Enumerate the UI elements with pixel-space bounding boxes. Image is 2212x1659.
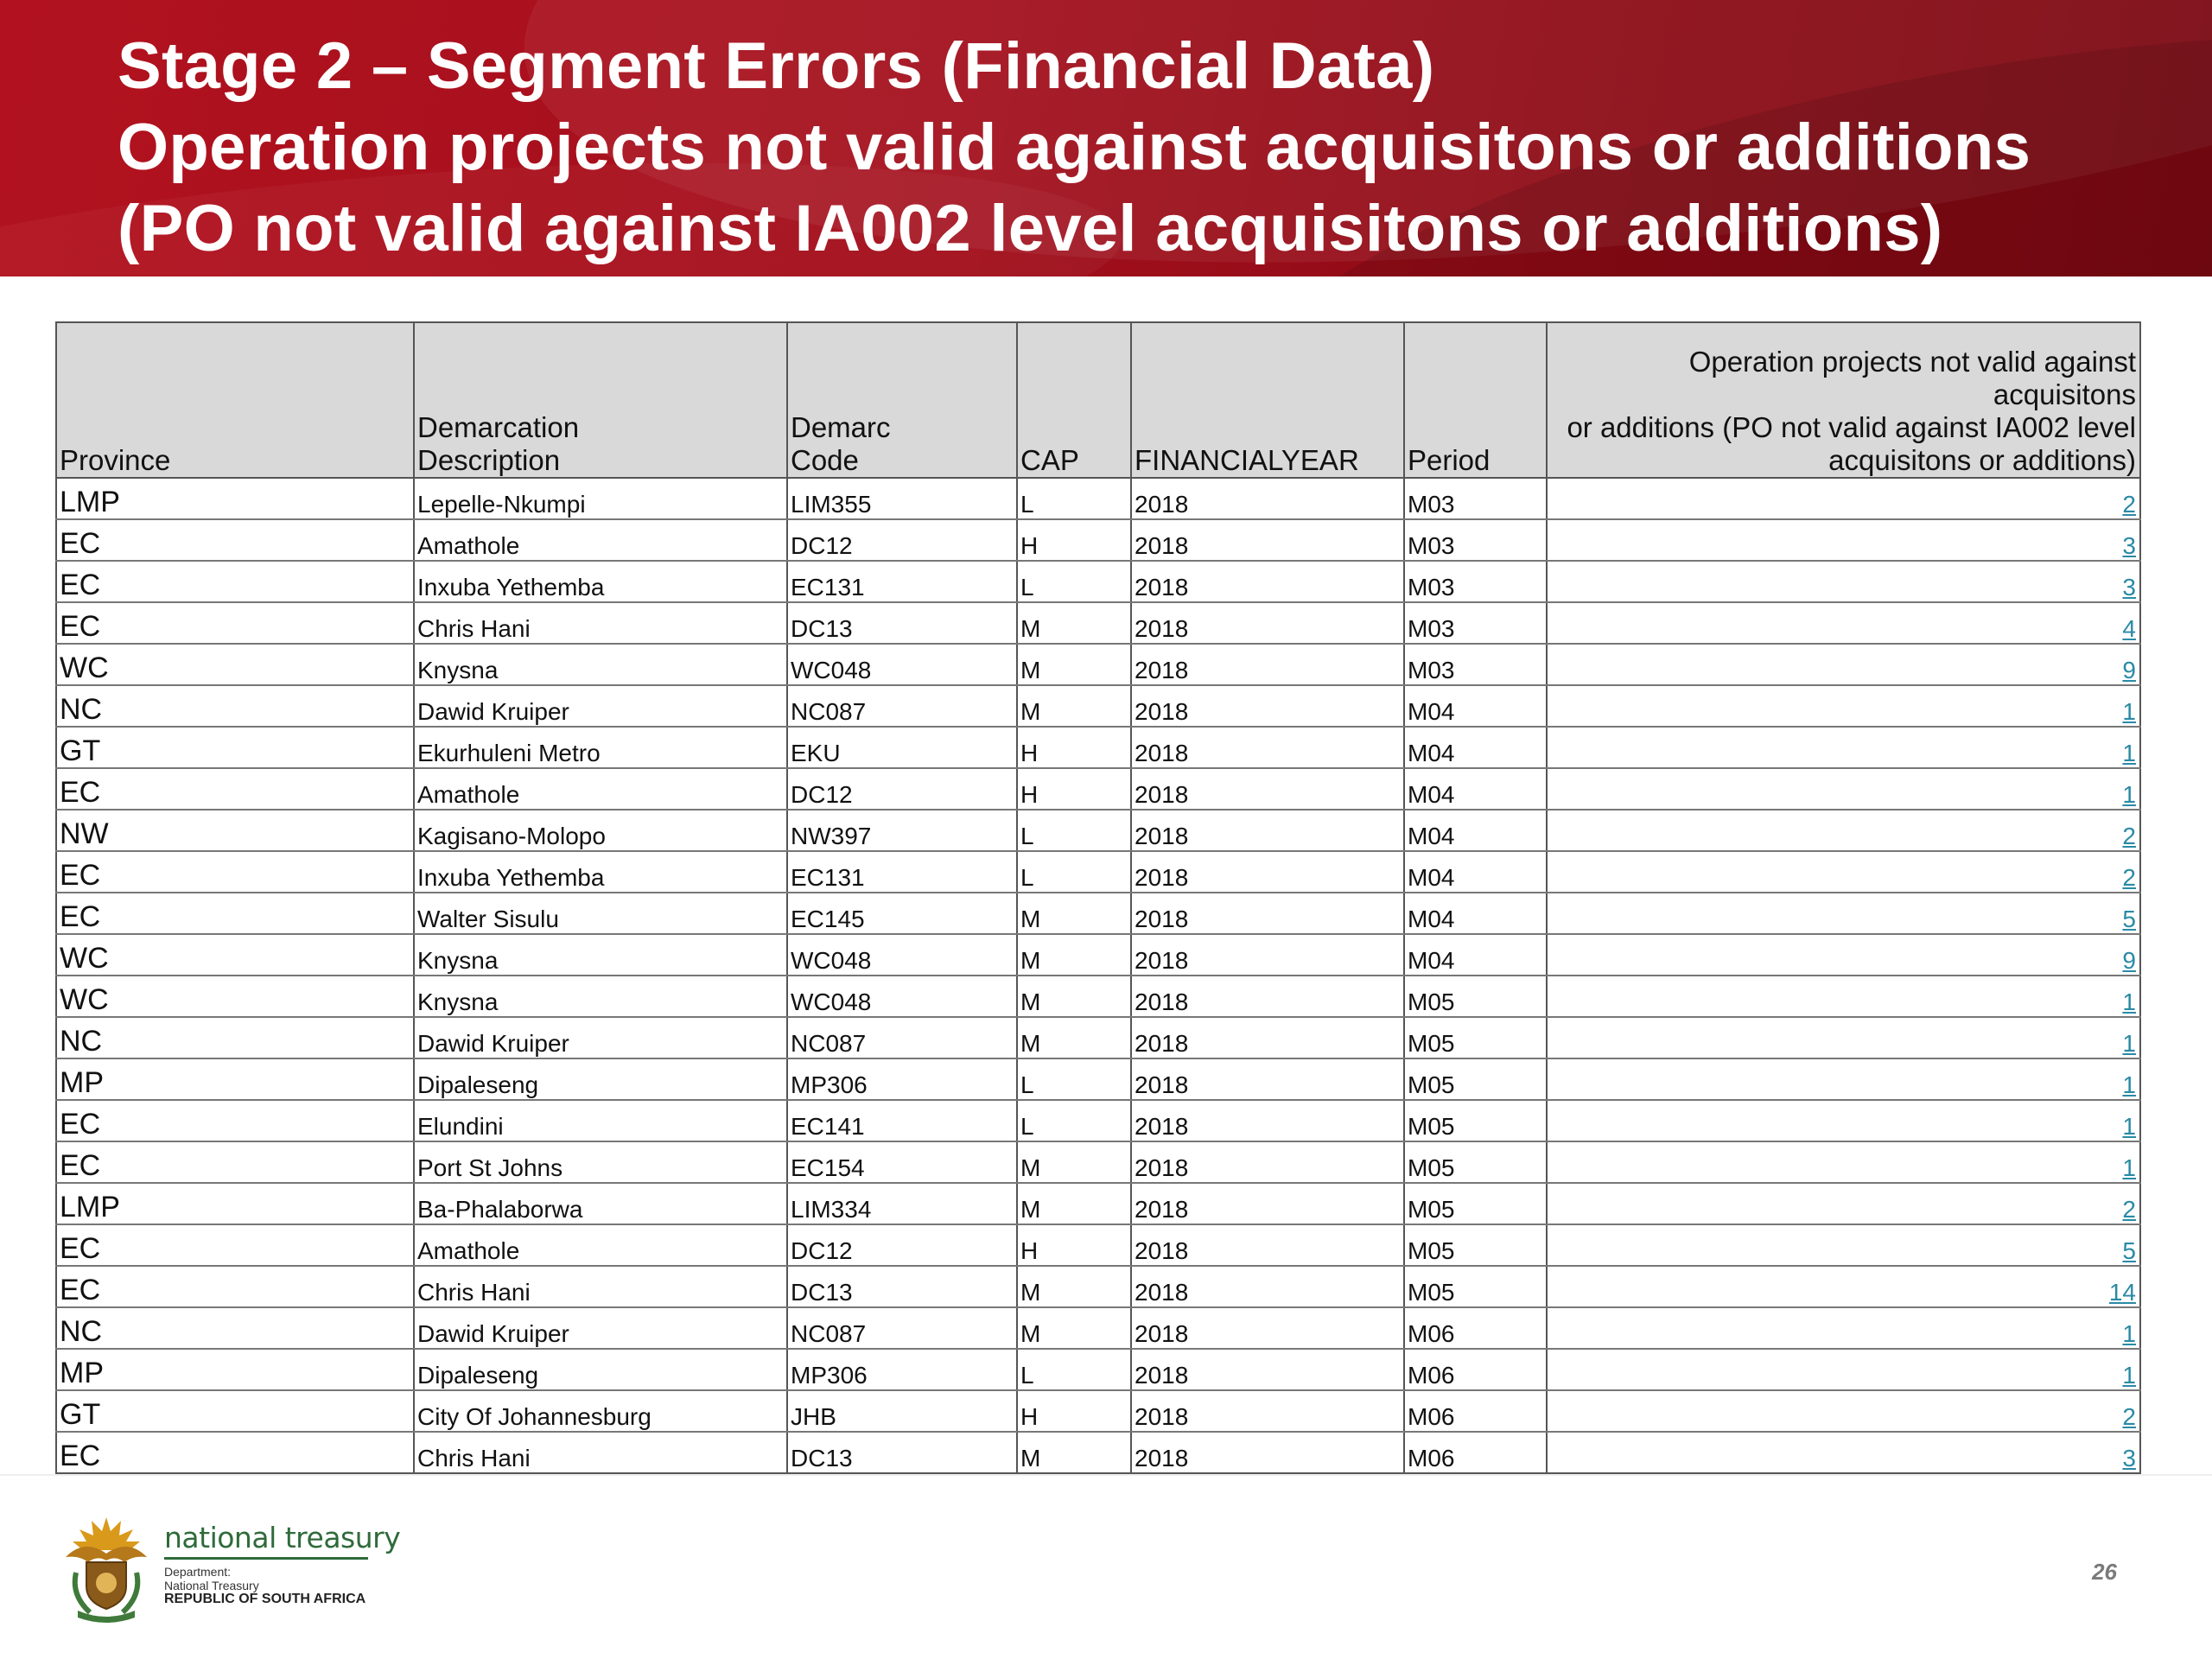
- error-count-link[interactable]: 1: [2122, 1320, 2136, 1347]
- error-count-link[interactable]: 3: [2122, 532, 2136, 559]
- cell-period: M05: [1404, 976, 1547, 1017]
- cell-period: M06: [1404, 1349, 1547, 1390]
- cell-error-count: [1547, 810, 2140, 851]
- column-header-province-label: Province: [60, 444, 171, 476]
- cell-province: MP: [56, 1349, 414, 1390]
- cell-demarc-code: EC141: [787, 1100, 1017, 1141]
- cell-cap: M: [1017, 1266, 1131, 1307]
- cell-error-count: [1547, 1432, 2140, 1473]
- table-row: [56, 1017, 2140, 1058]
- cell-cap: M: [1017, 1183, 1131, 1224]
- cell-cap: M: [1017, 893, 1131, 934]
- error-count-link[interactable]: 5: [2122, 906, 2136, 932]
- brand-country: REPUBLIC OF SOUTH AFRICA: [164, 1592, 366, 1606]
- cell-demarcation-description: Ba-Phalaborwa: [414, 1183, 787, 1224]
- cell-province: EC: [56, 768, 414, 810]
- cell-financial-year: 2018: [1131, 768, 1404, 810]
- table-header-row: [56, 322, 2140, 478]
- cell-cap: H: [1017, 519, 1131, 561]
- column-header-line: Operation projects not valid against acquisitons: [1688, 346, 2136, 410]
- column-header-period-label: Period: [1408, 444, 1491, 476]
- segment-errors-table: [55, 321, 2141, 1474]
- column-header-line: Code: [791, 444, 859, 476]
- column-header-financial-year: [1131, 322, 1404, 478]
- cell-province: WC: [56, 934, 414, 976]
- cell-demarcation-description: City Of Johannesburg: [414, 1390, 787, 1432]
- error-count-link[interactable]: 2: [2122, 864, 2136, 891]
- cell-period: M04: [1404, 934, 1547, 976]
- cell-province: NC: [56, 685, 414, 727]
- cell-error-count: [1547, 1390, 2140, 1432]
- cell-province: NC: [56, 1017, 414, 1058]
- page-number: 26: [2092, 1559, 2117, 1585]
- cell-demarcation-description: Dipaleseng: [414, 1349, 787, 1390]
- cell-province: LMP: [56, 1183, 414, 1224]
- table-row: [56, 644, 2140, 685]
- cell-demarcation-description: Dipaleseng: [414, 1058, 787, 1100]
- brand-name: national treasury: [164, 1521, 401, 1554]
- table-row: [56, 893, 2140, 934]
- cell-province: EC: [56, 1224, 414, 1266]
- cell-financial-year: 2018: [1131, 1183, 1404, 1224]
- error-count-link[interactable]: 1: [2122, 1071, 2136, 1098]
- brand-block: [164, 1521, 400, 1606]
- column-header-demarc-code: [787, 322, 1017, 478]
- cell-demarc-code: NC087: [787, 1017, 1017, 1058]
- cell-demarc-code: EC131: [787, 851, 1017, 893]
- cell-demarc-code: JHB: [787, 1390, 1017, 1432]
- cell-province: EC: [56, 893, 414, 934]
- cell-period: M03: [1404, 478, 1547, 519]
- table-row: [56, 1100, 2140, 1141]
- cell-demarc-code: WC048: [787, 934, 1017, 976]
- cell-cap: M: [1017, 644, 1131, 685]
- cell-cap: L: [1017, 561, 1131, 602]
- cell-province: NC: [56, 1307, 414, 1349]
- cell-demarcation-description: Inxuba Yethemba: [414, 561, 787, 602]
- cell-province: EC: [56, 1266, 414, 1307]
- table-row: [56, 478, 2140, 519]
- brand-department-name: National Treasury: [164, 1579, 259, 1592]
- column-header-demarcation-description: [414, 322, 787, 478]
- cell-period: M05: [1404, 1058, 1547, 1100]
- cell-demarc-code: DC12: [787, 768, 1017, 810]
- error-count-link[interactable]: 5: [2122, 1237, 2136, 1264]
- table-row: [56, 976, 2140, 1017]
- cell-province: GT: [56, 1390, 414, 1432]
- cell-cap: M: [1017, 934, 1131, 976]
- error-count-link[interactable]: 9: [2122, 657, 2136, 683]
- cell-error-count: [1547, 1224, 2140, 1266]
- cell-cap: L: [1017, 1058, 1131, 1100]
- cell-demarc-code: EC131: [787, 561, 1017, 602]
- cell-error-count: [1547, 1349, 2140, 1390]
- cell-demarcation-description: Chris Hani: [414, 602, 787, 644]
- column-header-province: [56, 322, 414, 478]
- table-row: [56, 1432, 2140, 1473]
- cell-cap: L: [1017, 851, 1131, 893]
- cell-province: GT: [56, 727, 414, 768]
- cell-demarc-code: DC13: [787, 602, 1017, 644]
- table-row: [56, 1266, 2140, 1307]
- table-row: [56, 1307, 2140, 1349]
- error-count-link[interactable]: 9: [2122, 947, 2136, 974]
- cell-error-count: [1547, 561, 2140, 602]
- cell-demarc-code: NC087: [787, 1307, 1017, 1349]
- column-header-line: acquisitons or additions): [1828, 444, 2136, 476]
- error-count-link[interactable]: 1: [2122, 1030, 2136, 1057]
- cell-error-count: [1547, 851, 2140, 893]
- column-header-period: [1404, 322, 1547, 478]
- cell-cap: M: [1017, 1432, 1131, 1473]
- title-banner: [0, 0, 2212, 276]
- cell-period: M06: [1404, 1432, 1547, 1473]
- cell-province: EC: [56, 851, 414, 893]
- cell-financial-year: 2018: [1131, 810, 1404, 851]
- table-row: [56, 934, 2140, 976]
- cell-demarc-code: MP306: [787, 1058, 1017, 1100]
- cell-demarc-code: EC145: [787, 893, 1017, 934]
- table-row: [56, 561, 2140, 602]
- cell-financial-year: 2018: [1131, 1307, 1404, 1349]
- cell-demarc-code: LIM334: [787, 1183, 1017, 1224]
- error-count-link[interactable]: 1: [2122, 1362, 2136, 1389]
- cell-period: M03: [1404, 644, 1547, 685]
- cell-error-count: [1547, 1058, 2140, 1100]
- cell-province: WC: [56, 976, 414, 1017]
- table-row: [56, 768, 2140, 810]
- cell-demarcation-description: Elundini: [414, 1100, 787, 1141]
- cell-error-count: [1547, 1266, 2140, 1307]
- error-count-link[interactable]: 1: [2122, 1113, 2136, 1140]
- cell-demarcation-description: Port St Johns: [414, 1141, 787, 1183]
- cell-error-count: [1547, 1141, 2140, 1183]
- title-line-2: Operation projects not valid against acquisitons or additions: [118, 111, 2031, 184]
- cell-financial-year: 2018: [1131, 1349, 1404, 1390]
- cell-demarc-code: EKU: [787, 727, 1017, 768]
- cell-error-count: [1547, 1307, 2140, 1349]
- cell-financial-year: 2018: [1131, 1141, 1404, 1183]
- cell-demarcation-description: Knysna: [414, 644, 787, 685]
- cell-cap: H: [1017, 1224, 1131, 1266]
- brand-department-label: Department:: [164, 1565, 232, 1579]
- cell-financial-year: 2018: [1131, 1224, 1404, 1266]
- cell-financial-year: 2018: [1131, 1100, 1404, 1141]
- error-count-link[interactable]: 2: [2122, 823, 2136, 849]
- cell-period: M06: [1404, 1307, 1547, 1349]
- cell-demarcation-description: Chris Hani: [414, 1432, 787, 1473]
- error-count-link[interactable]: 1: [2122, 1154, 2136, 1181]
- cell-cap: L: [1017, 478, 1131, 519]
- error-count-link[interactable]: 3: [2122, 1445, 2136, 1471]
- cell-financial-year: 2018: [1131, 519, 1404, 561]
- cell-period: M04: [1404, 685, 1547, 727]
- cell-period: M03: [1404, 561, 1547, 602]
- cell-financial-year: 2018: [1131, 1266, 1404, 1307]
- cell-demarc-code: DC12: [787, 519, 1017, 561]
- brand-underline: [164, 1557, 368, 1560]
- cell-demarc-code: NC087: [787, 685, 1017, 727]
- table-row: [56, 1349, 2140, 1390]
- cell-error-count: [1547, 893, 2140, 934]
- cell-error-count: [1547, 768, 2140, 810]
- cell-province: EC: [56, 1432, 414, 1473]
- error-count-link[interactable]: 2: [2122, 1403, 2136, 1430]
- cell-error-count: [1547, 644, 2140, 685]
- cell-financial-year: 2018: [1131, 685, 1404, 727]
- cell-demarc-code: DC13: [787, 1266, 1017, 1307]
- cell-province: EC: [56, 602, 414, 644]
- cell-financial-year: 2018: [1131, 893, 1404, 934]
- cell-error-count: [1547, 934, 2140, 976]
- cell-error-count: [1547, 478, 2140, 519]
- page-title: [118, 26, 2174, 270]
- table-row: [56, 602, 2140, 644]
- table-row: [56, 727, 2140, 768]
- cell-financial-year: 2018: [1131, 1017, 1404, 1058]
- cell-cap: M: [1017, 602, 1131, 644]
- table-row: [56, 1058, 2140, 1100]
- cell-period: M04: [1404, 893, 1547, 934]
- footer-divider: [0, 1474, 2212, 1476]
- cell-period: M06: [1404, 1390, 1547, 1432]
- column-header-cap-label: CAP: [1020, 444, 1079, 476]
- column-header-cap: [1017, 322, 1131, 478]
- cell-demarc-code: WC048: [787, 644, 1017, 685]
- table-row: [56, 810, 2140, 851]
- cell-province: EC: [56, 1100, 414, 1141]
- error-count-link[interactable]: 1: [2122, 740, 2136, 766]
- table-row: [56, 1141, 2140, 1183]
- cell-error-count: [1547, 519, 2140, 561]
- cell-financial-year: 2018: [1131, 1390, 1404, 1432]
- error-count-link[interactable]: 1: [2122, 781, 2136, 808]
- cell-financial-year: 2018: [1131, 727, 1404, 768]
- coat-of-arms-icon: [59, 1512, 154, 1623]
- cell-demarc-code: WC048: [787, 976, 1017, 1017]
- cell-financial-year: 2018: [1131, 1432, 1404, 1473]
- error-count-link[interactable]: 14: [2108, 1279, 2136, 1306]
- cell-province: WC: [56, 644, 414, 685]
- cell-cap: M: [1017, 976, 1131, 1017]
- cell-financial-year: 2018: [1131, 478, 1404, 519]
- table-row: [56, 1390, 2140, 1432]
- table-row: [56, 685, 2140, 727]
- cell-demarcation-description: Inxuba Yethemba: [414, 851, 787, 893]
- cell-demarcation-description: Chris Hani: [414, 1266, 787, 1307]
- table-row: [56, 1183, 2140, 1224]
- cell-province: EC: [56, 1141, 414, 1183]
- cell-demarcation-description: Lepelle-Nkumpi: [414, 478, 787, 519]
- cell-error-count: [1547, 976, 2140, 1017]
- cell-period: M04: [1404, 727, 1547, 768]
- cell-demarcation-description: Dawid Kruiper: [414, 1307, 787, 1349]
- column-header-line: or additions (PO not valid against IA002 level: [1567, 411, 2136, 443]
- cell-error-count: [1547, 727, 2140, 768]
- cell-cap: L: [1017, 1100, 1131, 1141]
- cell-demarc-code: DC12: [787, 1224, 1017, 1266]
- table-row: [56, 851, 2140, 893]
- column-header-error-count: [1547, 322, 2140, 478]
- cell-demarc-code: NW397: [787, 810, 1017, 851]
- cell-demarcation-description: Amathole: [414, 1224, 787, 1266]
- column-header-line: Demarc: [791, 411, 891, 443]
- cell-period: M04: [1404, 768, 1547, 810]
- cell-period: M05: [1404, 1100, 1547, 1141]
- cell-demarcation-description: Amathole: [414, 768, 787, 810]
- cell-period: M03: [1404, 602, 1547, 644]
- cell-error-count: [1547, 602, 2140, 644]
- cell-province: NW: [56, 810, 414, 851]
- cell-demarc-code: LIM355: [787, 478, 1017, 519]
- cell-period: M04: [1404, 851, 1547, 893]
- cell-demarcation-description: Knysna: [414, 976, 787, 1017]
- error-count-link[interactable]: 4: [2122, 615, 2136, 642]
- cell-demarcation-description: Ekurhuleni Metro: [414, 727, 787, 768]
- cell-period: M05: [1404, 1017, 1547, 1058]
- table-row: [56, 519, 2140, 561]
- cell-period: M05: [1404, 1141, 1547, 1183]
- table-row: [56, 1224, 2140, 1266]
- cell-demarcation-description: Kagisano-Molopo: [414, 810, 787, 851]
- cell-error-count: [1547, 685, 2140, 727]
- cell-error-count: [1547, 1183, 2140, 1224]
- cell-financial-year: 2018: [1131, 1058, 1404, 1100]
- column-header-line: Demarcation: [417, 411, 580, 443]
- cell-cap: M: [1017, 1017, 1131, 1058]
- errors-table-container: [55, 321, 2139, 1474]
- cell-province: EC: [56, 561, 414, 602]
- cell-period: M03: [1404, 519, 1547, 561]
- cell-cap: M: [1017, 1141, 1131, 1183]
- cell-demarcation-description: Walter Sisulu: [414, 893, 787, 934]
- column-header-financial-year-label: FINANCIALYEAR: [1135, 444, 1359, 476]
- table-body: [56, 478, 2140, 1473]
- cell-province: MP: [56, 1058, 414, 1100]
- title-line-3: (PO not valid against IA002 level acquisitons or additions): [118, 192, 1943, 265]
- cell-demarcation-description: Amathole: [414, 519, 787, 561]
- cell-financial-year: 2018: [1131, 602, 1404, 644]
- cell-financial-year: 2018: [1131, 934, 1404, 976]
- cell-cap: L: [1017, 1349, 1131, 1390]
- cell-demarc-code: EC154: [787, 1141, 1017, 1183]
- cell-cap: H: [1017, 1390, 1131, 1432]
- cell-period: M04: [1404, 810, 1547, 851]
- error-count-link[interactable]: 2: [2122, 491, 2136, 518]
- cell-cap: M: [1017, 685, 1131, 727]
- error-count-link[interactable]: 3: [2122, 574, 2136, 601]
- cell-province: LMP: [56, 478, 414, 519]
- cell-error-count: [1547, 1017, 2140, 1058]
- cell-period: M05: [1404, 1224, 1547, 1266]
- cell-financial-year: 2018: [1131, 851, 1404, 893]
- cell-financial-year: 2018: [1131, 561, 1404, 602]
- cell-province: EC: [56, 519, 414, 561]
- cell-cap: M: [1017, 1307, 1131, 1349]
- cell-demarc-code: DC13: [787, 1432, 1017, 1473]
- title-line-1: Stage 2 – Segment Errors (Financial Data): [118, 29, 1435, 103]
- cell-error-count: [1547, 1100, 2140, 1141]
- cell-demarcation-description: Knysna: [414, 934, 787, 976]
- error-count-link[interactable]: 2: [2122, 1196, 2136, 1223]
- column-header-line: Description: [417, 444, 561, 476]
- cell-cap: H: [1017, 727, 1131, 768]
- cell-period: M05: [1404, 1183, 1547, 1224]
- cell-demarcation-description: Dawid Kruiper: [414, 685, 787, 727]
- cell-cap: H: [1017, 768, 1131, 810]
- cell-demarc-code: MP306: [787, 1349, 1017, 1390]
- cell-demarcation-description: Dawid Kruiper: [414, 1017, 787, 1058]
- cell-financial-year: 2018: [1131, 644, 1404, 685]
- error-count-link[interactable]: 1: [2122, 698, 2136, 725]
- error-count-link[interactable]: 1: [2122, 988, 2136, 1015]
- cell-financial-year: 2018: [1131, 976, 1404, 1017]
- cell-cap: L: [1017, 810, 1131, 851]
- cell-period: M05: [1404, 1266, 1547, 1307]
